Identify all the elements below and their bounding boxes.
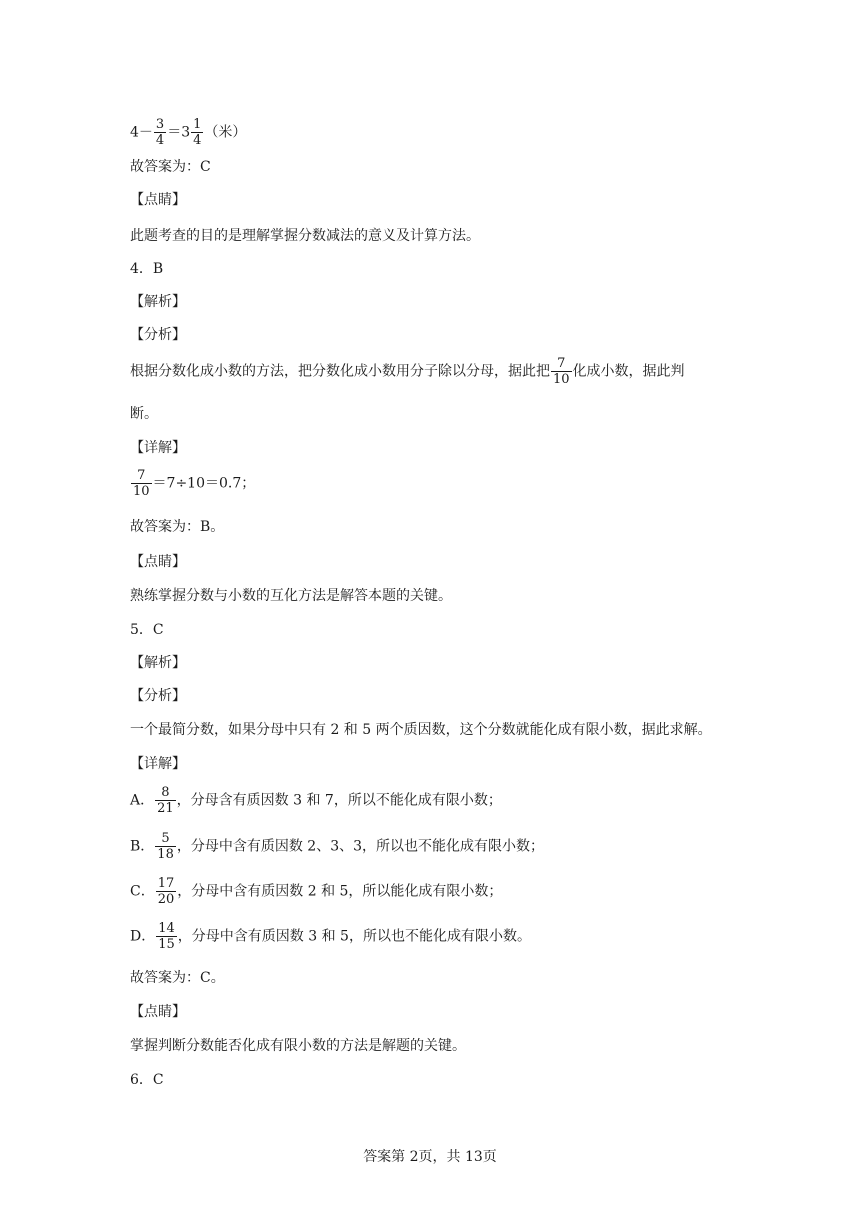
fraction-numerator: 5 (161, 831, 170, 846)
fraction (155, 785, 176, 816)
fraction (156, 876, 177, 907)
comment-text: 熟练掌握分数与小数的互化方法是解答本题的关键。 (130, 588, 452, 604)
section-heading-comment: 【点睛】 (130, 1004, 186, 1020)
calc-line-mixed-number (130, 117, 246, 148)
expression-part: ＝7÷10＝0.7； (152, 475, 256, 492)
option-d (130, 921, 531, 952)
option-text: ，分母中含有质因数 2、3、3，所以也不能化成有限小数； (176, 838, 545, 855)
text-part: 根据分数化成小数的方法，把分数化成小数用分子除以分母，据此把 (130, 363, 550, 380)
fraction-denominator: 18 (157, 847, 174, 862)
fraction (156, 921, 177, 952)
calc-line (130, 468, 255, 499)
option-text: ，分母中含有质因数 3 和 5，所以也不能化成有限小数。 (177, 928, 531, 945)
section-heading-comment: 【点睛】 (130, 554, 186, 570)
reasoning-text-continued: 断。 (130, 406, 158, 422)
fraction-numerator: 14 (158, 921, 175, 936)
text-part: 化成小数，据此判 (572, 363, 685, 380)
section-heading-reasoning: 【分析】 (130, 688, 186, 704)
answer-line: 故答案为：B。 (130, 519, 225, 535)
question-number: 5．C (130, 622, 164, 638)
answer-line: 故答案为：C。 (130, 970, 225, 986)
option-text: ，分母含有质因数 3 和 7，所以不能化成有限小数； (176, 792, 502, 809)
fraction (191, 117, 203, 148)
reasoning-text (130, 356, 685, 387)
fraction-numerator: 1 (193, 117, 202, 132)
section-heading-solution: 【详解】 (130, 440, 186, 456)
fraction-denominator: 15 (158, 937, 175, 952)
section-heading-analysis: 【解析】 (130, 294, 186, 310)
page-footer: 答案第 2页，共 13页 (363, 1149, 497, 1165)
section-heading-comment: 【点睛】 (130, 192, 186, 208)
option-c (130, 876, 502, 907)
section-heading-reasoning: 【分析】 (130, 327, 186, 343)
question-number: 4．B (130, 261, 164, 277)
option-text: ，分母中含有质因数 2 和 5，所以能化成有限小数； (177, 883, 503, 900)
option-letter: D． (130, 928, 156, 945)
section-heading-solution: 【详解】 (130, 756, 186, 772)
expression-part: ＝3 (167, 124, 191, 141)
fraction-denominator: 21 (157, 801, 174, 816)
option-letter: C． (130, 883, 155, 900)
option-letter: B． (130, 838, 155, 855)
comment-text: 掌握判断分数能否化成有限小数的方法是解题的关键。 (130, 1038, 466, 1054)
fraction-denominator: 10 (553, 372, 570, 387)
fraction (154, 117, 166, 148)
fraction (155, 831, 176, 862)
option-letter: A． (130, 792, 155, 809)
fraction-numerator: 7 (557, 356, 566, 371)
option-b (130, 831, 544, 862)
fraction (551, 356, 572, 387)
comment-text: 此题考查的目的是理解掌握分数减法的意义及计算方法。 (130, 228, 480, 244)
fraction-denominator: 4 (155, 133, 165, 148)
fraction-denominator: 20 (157, 892, 175, 907)
unit-label: （米） (204, 124, 247, 141)
expression-part: 4－ (130, 124, 153, 141)
fraction-denominator: 10 (133, 484, 150, 499)
fraction-numerator: 7 (137, 468, 146, 483)
section-heading-analysis: 【解析】 (130, 655, 186, 671)
question-number: 6．C (130, 1072, 164, 1088)
fraction-numerator: 3 (155, 117, 165, 132)
option-a (130, 785, 502, 816)
fraction-numerator: 17 (157, 876, 175, 891)
fraction-denominator: 4 (193, 133, 202, 148)
fraction (131, 468, 152, 499)
fraction-numerator: 8 (161, 785, 170, 800)
reasoning-text: 一个最简分数，如果分母中只有 2 和 5 两个质因数，这个分数就能化成有限小数，据此求解。 (130, 722, 712, 738)
answer-line: 故答案为：C (130, 159, 211, 175)
